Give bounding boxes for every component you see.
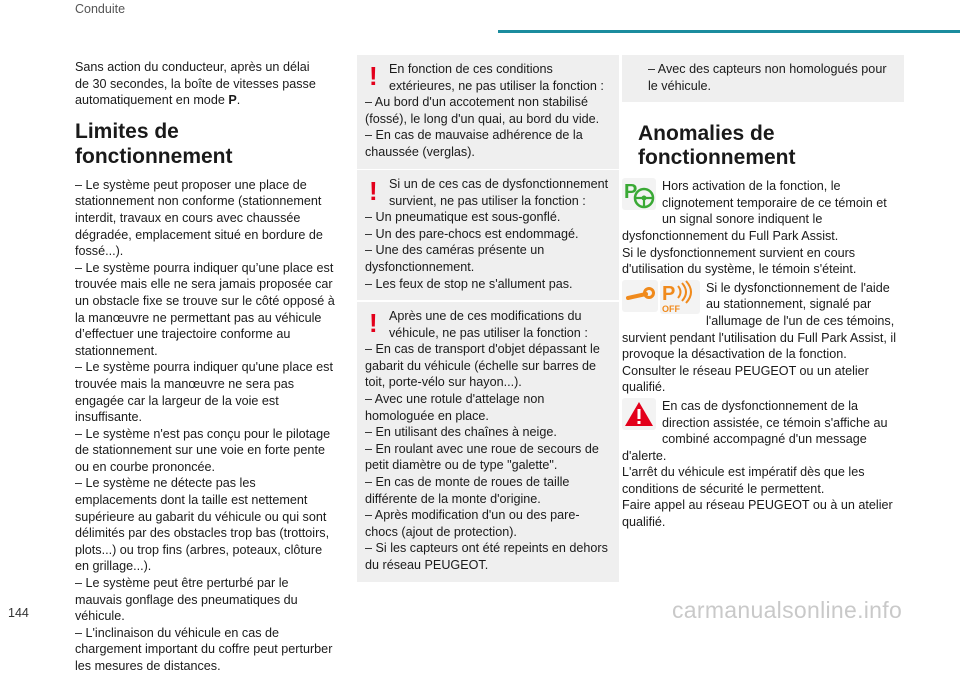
warning-item: – Un des pare-chocs est endommagé. bbox=[365, 226, 579, 241]
warning-item: – En cas de monte de roues de taille différente de la monte d'origine. bbox=[365, 474, 570, 506]
limit-item: – Le système peut être perturbé par le mauvais gonflage des pneumatiques du véhicule. bbox=[75, 576, 298, 624]
warning-item: – En cas de mauvaise adhérence de la chaussée (verglas). bbox=[365, 128, 583, 159]
header-accent-bar bbox=[498, 30, 960, 33]
warning-item: – Avec une rotule d'attelage non homologuée en place. bbox=[365, 391, 545, 423]
warning-item: – Les feux de stop ne s'allument pas. bbox=[365, 276, 573, 291]
heading-anomalies: Anomalies de fonctionnement bbox=[638, 122, 796, 170]
limit-item: – Le système n'est pas conçu pour le pilotage de stationnement sur une voie en forte pente ou en courbe prononcée. bbox=[75, 426, 331, 474]
warning-item: – Un pneumatique est sous-gonflé. bbox=[365, 210, 561, 225]
limit-item: – L'inclinaison du véhicule en cas de chargement important du coffre peut perturber les mesures de distances. bbox=[75, 625, 333, 673]
limit-item: – Le système pourra indiquer qu'une place est trouvée mais la manœuvre ne sera pas engagée car la largeur de la voie est insuffisante. bbox=[75, 360, 333, 425]
warning-item: – Une des caméras présente un dysfonctionnement. bbox=[365, 243, 545, 274]
svg-text:P: P bbox=[624, 181, 638, 204]
warning-exclamation-icon: ! bbox=[369, 176, 378, 206]
park-sensor-off-icon bbox=[660, 280, 700, 314]
limit-item: – Le système ne détecte pas les emplacements dont la taille est nettement supérieure au gabarit du véhicule ou qui sont délimités par des obstacles trop bas (trottoirs, plots...) ou trop fins (arbres, poteaux, clôture en grillage...). bbox=[75, 476, 330, 574]
anomaly-block-2: P OFF Si le dysfonctionnement de l'aide au stationnement, signalé par l'allumage de l'un de ces témoins, survient pendant l'utilisation du Full Park Assist, il provoque la désactivation de la fonction. Consulter le réseau PEUGEOT ou un atelier qualifié. bbox=[622, 280, 896, 395]
warning-item: – Au bord d'un accotement non stabilisé (fossé), le long d'un quai, au bord du vide. bbox=[365, 95, 600, 126]
warning-item: – Après modification d'un ou des pare-chocs (ajout de protection). bbox=[365, 508, 580, 539]
anomaly-icons-group bbox=[622, 280, 700, 314]
warning-triangle-icon bbox=[622, 398, 656, 430]
heading-limites: Limites de fonctionnement bbox=[75, 119, 233, 168]
limit-item: – Le système pourra indiquer qu’une place est trouvée mais elle ne sera jamais proposée car un obstacle fixe se trouve sur le côté opposé à la manœuvre ne permettant pas au véhicule d’effectuer une trajectoire conforme au stationnement. bbox=[75, 260, 335, 358]
svg-text:OFF: OFF bbox=[662, 303, 680, 314]
warning-exclamation-icon: ! bbox=[369, 61, 378, 91]
warning-box-modifications: ! Après une de ces modifications du véhicule, ne pas utiliser la fonction : – En cas de transport d'objet dépassant le gabarit du véhicule (échelle sur barres de toit, porte-vélo sur hayon...). – Avec une rotule d'attelage non homologuée en place. – En utilisant des chaînes à neige. – En roulant avec une roue de secours de petit diamètre ou de type "galette". – En cas de monte de roues de taille différente de la monte d'origine. – Après modification d'un ou des pare-chocs (ajout de protection). – Si les capteurs ont été repeints en dehors du réseau PEUGEOT. bbox=[357, 302, 619, 582]
warning-exclamation-icon: ! bbox=[369, 308, 378, 338]
anomaly-block-3: En cas de dysfonctionnement de la direction assistée, ce témoin s'affiche au combiné accompagné d'un message d'alerte. L'arrêt du véhicule est impératif dès que les conditions de sécurité le permettent. Faire appel au réseau PEUGEOT ou à un atelier qualifié. bbox=[622, 398, 893, 530]
warning-box-conditions: ! En fonction de ces conditions extérieures, ne pas utiliser la fonction : – Au bord d'un accotement non stabilisé (fossé), le long d'un quai, au bord du vide. – En cas de mauvaise adhérence de la chaussée (verglas). bbox=[357, 55, 619, 169]
svg-text:P: P bbox=[662, 282, 676, 305]
warning-box-malfunction: ! Si un de ces cas de dysfonctionnement survient, ne pas utiliser la fonction : – Un pneumatique est sous-gonflé. – Un des pare-chocs est endommagé. – Une des caméras présente un dysfonctionnement. – Les feux de stop ne s'allument pas. bbox=[357, 170, 619, 300]
warning-item: – En utilisant des chaînes à neige. bbox=[365, 425, 557, 440]
warning-item: – En roulant avec une roue de secours de petit diamètre ou de type "galette". bbox=[365, 441, 599, 473]
page-number: 144 bbox=[8, 606, 29, 620]
limit-item: – Le système peut proposer une place de stationnement non conforme (stationnement interdit, travaux en cours avec chaussée dégradée, emplacement situé en bordure de fossé...). bbox=[75, 177, 323, 259]
warning-item: – En cas de transport d'objet dépassant le gabarit du véhicule (échelle sur barres de toit, porte-vélo sur hayon...). bbox=[365, 342, 600, 390]
column-1 bbox=[75, 59, 337, 675]
column-3 bbox=[622, 55, 904, 531]
wrench-icon bbox=[622, 280, 658, 312]
park-assist-steering-icon bbox=[622, 178, 656, 210]
anomaly-block-1: P Hors activation de la fonction, le clignotement temporaire de ce témoin et un signal sonore indiquent le dysfonctionnement du Full Park Assist. Si le dysfonctionnement survient en cours d'utilisation du système, le témoin s'éteint. bbox=[622, 179, 887, 277]
note-box: – Avec des capteurs non homologués pour le véhicule. bbox=[622, 55, 904, 102]
watermark: carmanualsonline.info bbox=[672, 597, 903, 623]
section-header: Conduite bbox=[75, 2, 126, 16]
intro-paragraph: Sans action du conducteur, après un délai de 30 secondes, la boîte de vitesses passe automatiquement en mode P. bbox=[75, 60, 316, 108]
warning-item: – Si les capteurs ont été repeints en dehors du réseau PEUGEOT. bbox=[365, 541, 608, 572]
